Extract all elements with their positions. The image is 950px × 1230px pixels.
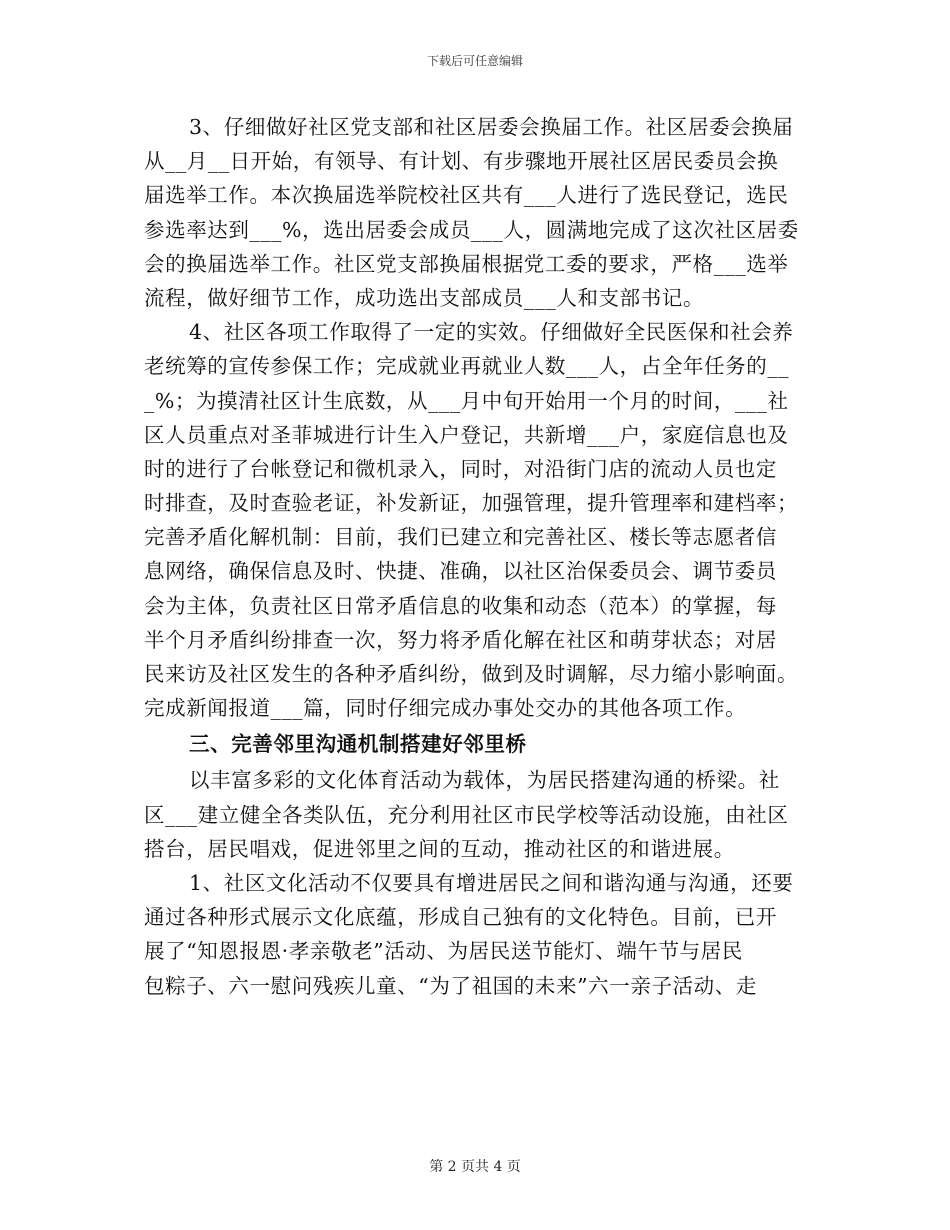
section-heading: 三、完善邻里沟通机制搭建好邻里桥 — [189, 732, 527, 757]
text-line: 搭台，居民唱戏，促进邻里之间的互动，推动社区的和谐进展。 — [144, 836, 735, 861]
text-line: 息网络，确保信息及时、快捷、准确，以社区治保委员会、调节委员 — [144, 559, 777, 584]
text-line: 包粽子、六一慰问残疾儿童、“为了祖国的未来”六一亲子活动、走 — [144, 973, 757, 998]
text-line: 区___建立健全各类队伍，充分利用社区市民学校等活动设施，由社区 — [144, 802, 789, 827]
text-line: 流程，做好细节工作，成功选出支部成员___人和支部书记。 — [144, 285, 705, 310]
text-line: 民来访及社区发生的各种矛盾纠纷，做到及时调解，尽力缩小影响面。 — [144, 662, 799, 686]
text-line: 3、仔细做好社区党支部和社区居委会换届工作。社区居委会换届 — [189, 115, 794, 139]
page-number-footer: 第 2 页共 4 页 — [429, 1159, 521, 1175]
text-line: 展了“知恩报恩·孝亲敬老”活动、为居民送节能灯、端午节与居民 — [144, 939, 743, 964]
text-line: 半个月矛盾纠纷排查一次，努力将矛盾化解在社区和萌芽状态；对居 — [144, 627, 777, 652]
text-line: 时的进行了台帐登记和微机录入，同时，对沿街门店的流动人员也定 — [144, 456, 777, 481]
text-line: 完成新闻报道___篇，同时仔细完成办事处交办的其他各项工作。 — [144, 696, 747, 721]
text-line: 时排查，及时查验老证，补发新证，加强管理，提升管理率和建档率； — [144, 491, 799, 516]
page-header: 下载后可任意编辑 — [426, 54, 523, 68]
document-body — [144, 110, 806, 1003]
text-line: 届选举工作。本次换届选举院校社区共有___人进行了选民登记，选民 — [144, 183, 789, 208]
text-line: 参选率达到___%，选出居委会成员___人，圆满地完成了这次社区居委 — [144, 217, 799, 242]
text-line: 会为主体，负责社区日常矛盾信息的收集和动态（范本）的掌握，每 — [144, 593, 777, 618]
text-line: _%；为摸清社区计生底数，从___月中旬开始用一个月的时间，___社 — [144, 388, 789, 413]
text-line: 会的换届选举工作。社区党支部换届根据党工委的要求，严格___选举 — [144, 251, 789, 276]
text-line: 完善矛盾化解机制：目前，我们已建立和完善社区、楼长等志愿者信 — [144, 525, 777, 550]
text-line: 从__月__日开始，有领导、有计划、有步骤地开展社区居民委员会换 — [144, 149, 779, 174]
text-line: 通过各种形式展示文化底蕴，形成自己独有的文化特色。目前，已开 — [144, 905, 777, 930]
text-line: 老统筹的宣传参保工作；完成就业再就业人数___人，占全年任务的__ — [144, 354, 790, 379]
text-line: 4、社区各项工作取得了一定的实效。仔细做好全民医保和社会养 — [189, 320, 794, 345]
text-line: 区人员重点对圣菲城进行计生入户登记，共新增___户，家庭信息也及 — [144, 422, 789, 447]
text-line: 以丰富多彩的文化体育活动为载体，为居民搭建沟通的桥梁。社 — [189, 768, 780, 793]
text-line: 1、社区文化活动不仅要具有增进居民之间和谐沟通与沟通，还要 — [189, 870, 794, 895]
